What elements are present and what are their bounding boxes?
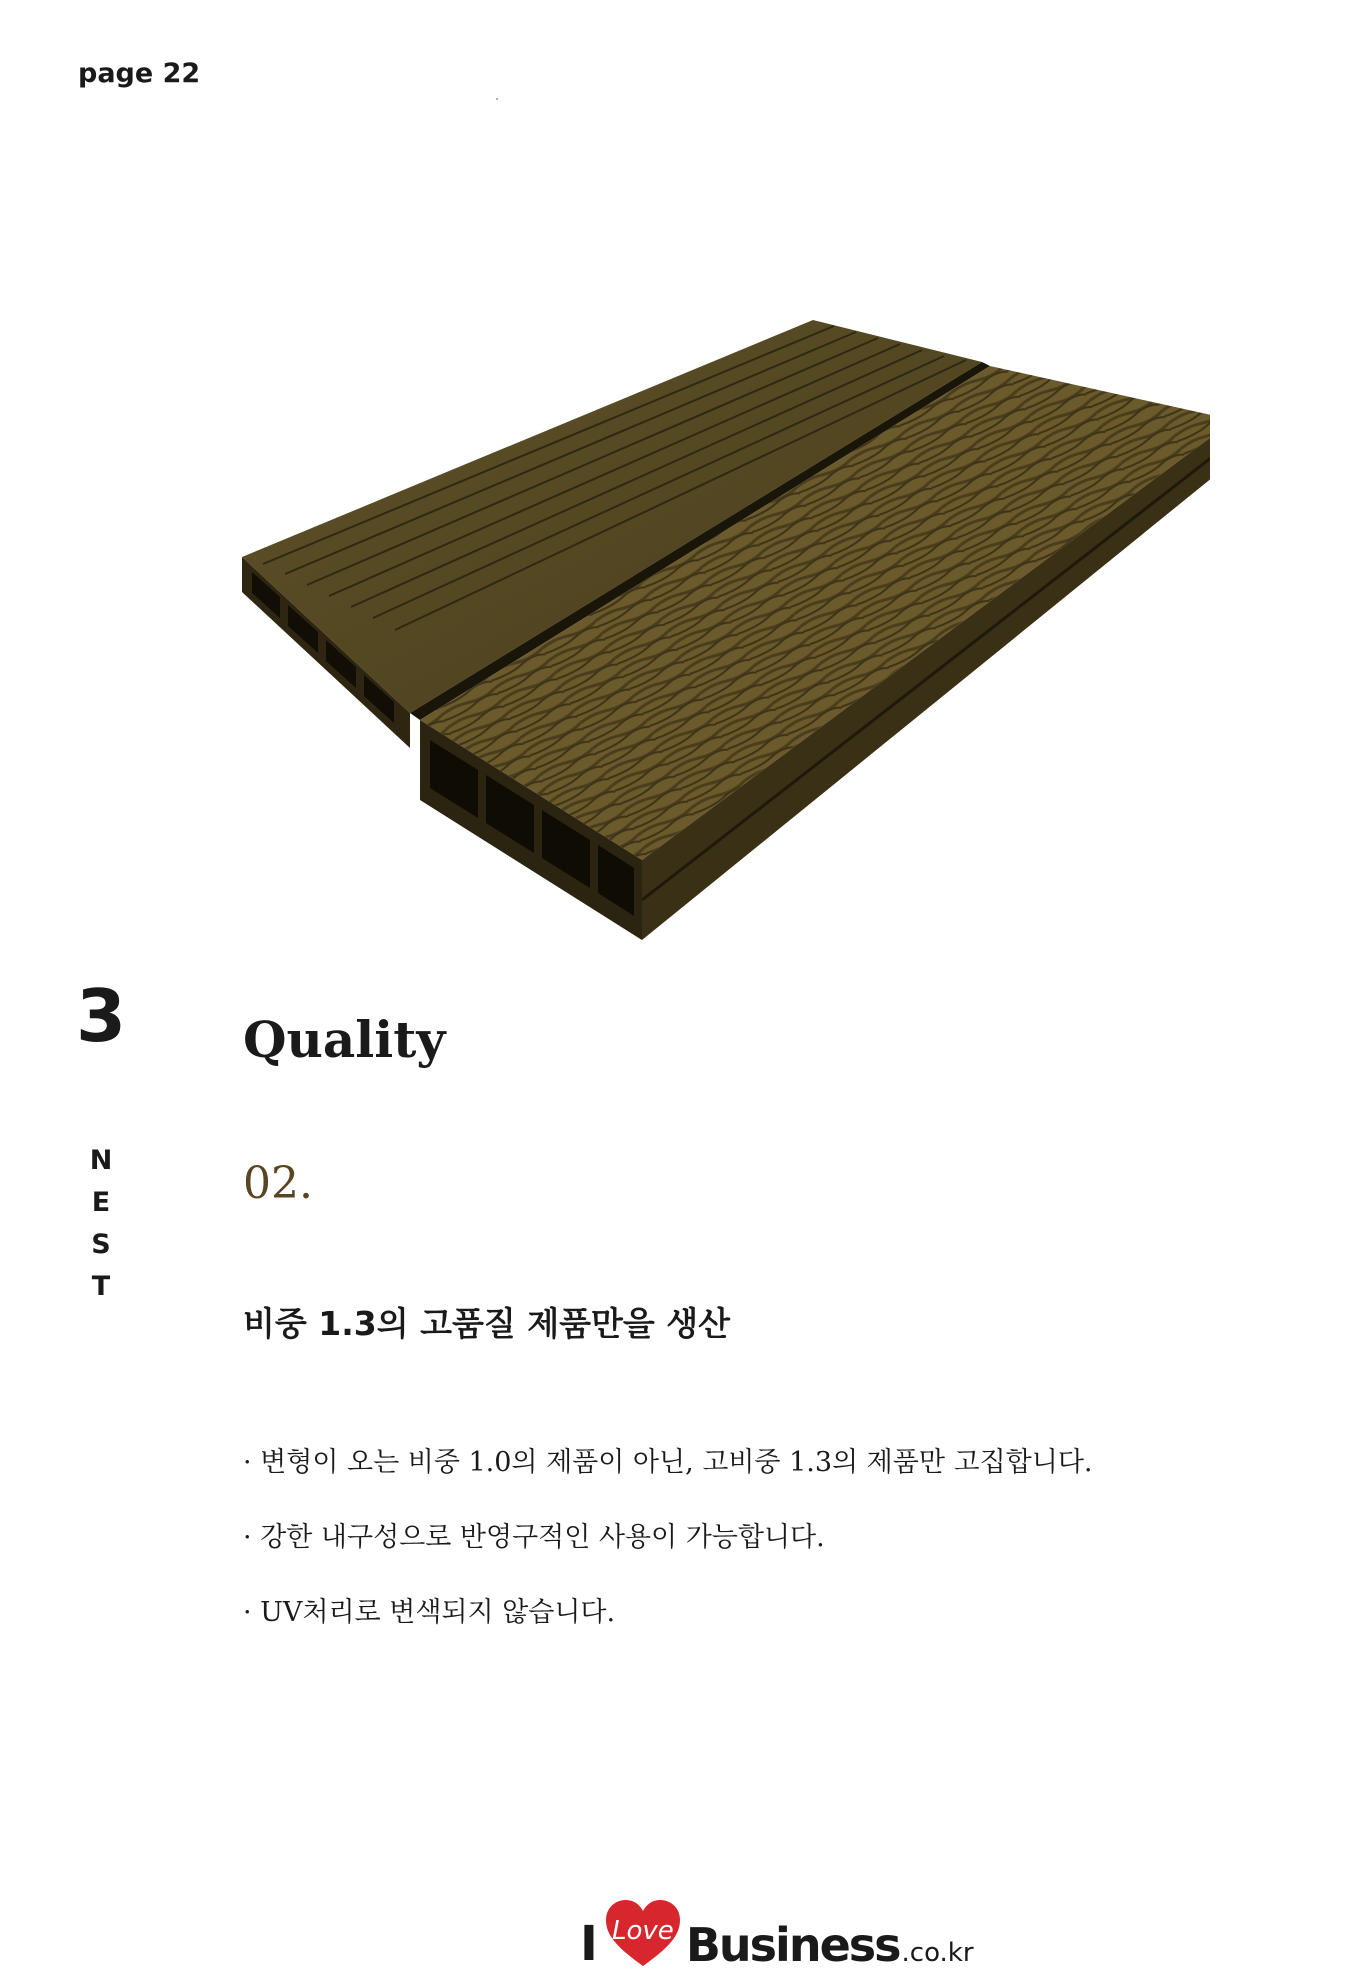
chapter-number: 3	[76, 974, 127, 1058]
logo-domain: .co.kr	[901, 1938, 974, 1968]
heart-icon	[604, 1898, 682, 1968]
brand-letter: N	[89, 1145, 113, 1176]
list-item: · 변형이 오는 비중 1.0의 제품이 아닌, 고비중 1.3의 제품만 고집합니다.	[243, 1447, 1093, 1478]
list-item: · UV처리로 변색되지 않습니다.	[243, 1597, 616, 1628]
section-number: 02.	[243, 1158, 313, 1209]
brand-letter: T	[91, 1271, 111, 1302]
brand-vertical	[86, 1140, 116, 1308]
logo-prefix: I	[580, 1916, 598, 1972]
logo-heart-text: Love	[611, 1916, 674, 1946]
deck-boards-image	[230, 300, 1210, 980]
section-headline: 비중 1.3의 고품질 제품만을 생산	[243, 1304, 730, 1343]
logo-main: Business	[685, 1918, 900, 1972]
brand-letter: E	[91, 1187, 111, 1218]
feature-list	[243, 1443, 1093, 1668]
footer-logo	[580, 1898, 974, 1972]
print-speck	[496, 98, 498, 100]
section-title: Quality	[243, 1010, 446, 1069]
page-label: page 22	[78, 58, 201, 89]
list-item: · 강한 내구성으로 반영구적인 사용이 가능합니다.	[243, 1522, 825, 1553]
brand-letter: S	[91, 1229, 111, 1260]
